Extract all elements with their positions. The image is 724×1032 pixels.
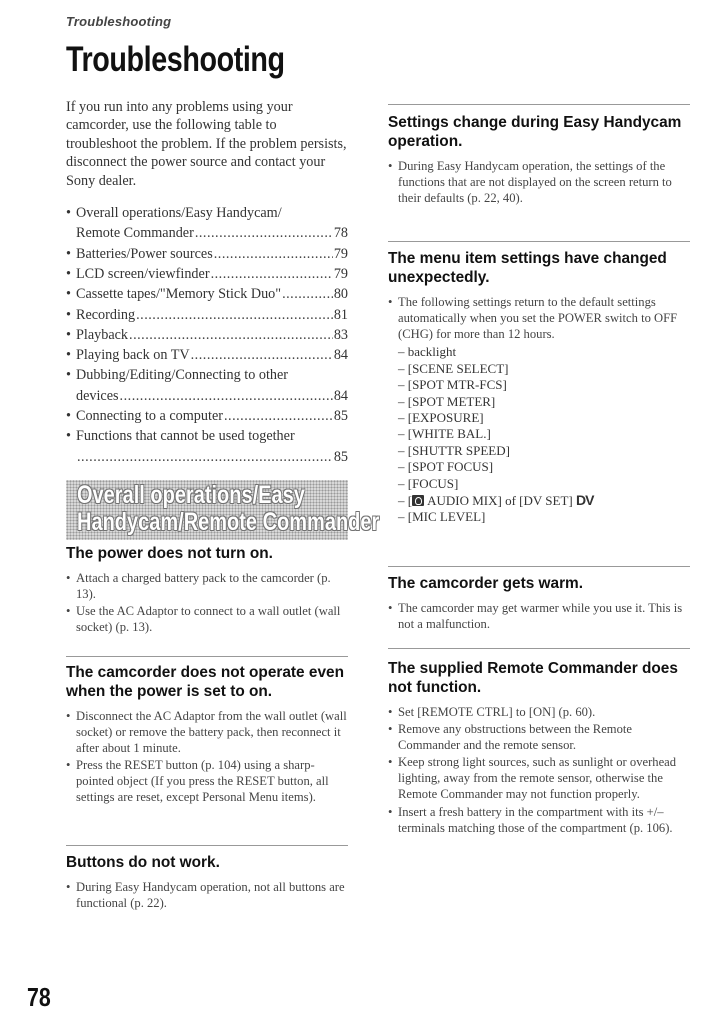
running-head: Troubleshooting (66, 14, 172, 29)
toc-item[interactable]: • Dubbing/Editing/Connecting to other devices ..... 84 (66, 365, 348, 406)
toc-item[interactable]: • Playing back on TV ..... 84 (66, 345, 348, 365)
toc-item[interactable]: • Recording ..... 81 (66, 305, 348, 325)
sub-item: – [SPOT METER] (388, 394, 690, 410)
reset-settings-list (388, 344, 690, 525)
section-remote (388, 648, 690, 836)
bullet-item: • Insert a fresh battery in the compartment with its +/– terminals matching those of the compartment (p. 106). (388, 804, 690, 836)
bullet-item: • Keep strong light sources, such as sunlight or overhead lighting, away from the remote sensor, otherwise the Remote Commander may not function properly. (388, 754, 690, 802)
bullet-item: • Press the RESET button (p. 104) using a sharp-pointed object (If you press the RESET button, all settings are reset, except Personal Menu items). (66, 757, 348, 805)
sub-item: – [SCENE SELECT] (388, 361, 690, 377)
toc-item[interactable]: • Playback ..... 83 (66, 325, 348, 345)
page-title: Troubleshooting (66, 40, 285, 79)
bullet-item: • Attach a charged battery pack to the camcorder (p. 13). (66, 570, 348, 602)
section-heading: The camcorder gets warm. (388, 575, 584, 592)
bullet-item: • Use the AC Adaptor to connect to a wall outlet (wall socket) (p. 13). (66, 603, 348, 635)
toc-item[interactable]: • Cassette tapes/"Memory Stick Duo" ..... 80 (66, 284, 348, 304)
bullet-item: • The following settings return to the default settings automatically when you set the POWER switch to OFF (CHG) for more than 12 hours. (388, 294, 690, 342)
intro-paragraph: If you run into any problems using your camcorder, use the following table to troubleshoot the problem. If the problem persists, disconnect the power source and contact your Sony dealer. (66, 99, 347, 189)
bullet-item: • Set [REMOTE CTRL] to [ON] (p. 60). (388, 704, 690, 720)
page-number: 78 (27, 982, 51, 1012)
section-heading: Settings change during Easy Handycam operation. (388, 114, 682, 150)
section-power (66, 544, 348, 635)
section-heading: Buttons do not work. (66, 854, 220, 871)
section-no-operate (66, 656, 348, 806)
toc-item[interactable]: • Connecting to a computer ..... 85 (66, 406, 348, 426)
sub-item: – [SPOT MTR-FCS] (388, 377, 690, 393)
sub-item: – [SPOT FOCUS] (388, 459, 690, 475)
dv-badge: DV (575, 491, 594, 508)
section-heading: The camcorder does not operate even when the power is set to on. (66, 664, 344, 700)
sub-item: – [SHUTTR SPEED] (388, 443, 690, 459)
section-heading: The menu item settings have changed unexpectedly. (388, 250, 667, 286)
sub-item: – backlight (388, 344, 690, 360)
toc-item[interactable]: • Functions that cannot be used together ..... 85 (66, 426, 348, 467)
left-column (66, 98, 380, 540)
bullet-item: • Disconnect the AC Adaptor from the wall outlet (wall socket) or remove the battery pack, then reconnect it after about 1 minute. (66, 708, 348, 756)
toc-item[interactable]: • Batteries/Power sources ..... 79 (66, 244, 348, 264)
sub-item: – [EXPOSURE] (388, 410, 690, 426)
audio-mix-icon (412, 495, 424, 506)
section-buttons (66, 845, 348, 911)
sub-item: – [WHITE BAL.] (388, 426, 690, 442)
section-menu-settings (388, 241, 690, 526)
banner-line: Overall operations/Easy (77, 480, 305, 509)
sub-item-audio-mix: – [ AUDIO MIX] of [DV SET] DV (388, 492, 690, 509)
bullet-item: • During Easy Handycam operation, the settings of the functions that are not displayed on the screen return to their defaults (p. 22, 40). (388, 158, 690, 206)
bullet-item: • Remove any obstructions between the Remote Commander and the remote sensor. (388, 721, 690, 753)
toc-item[interactable]: • LCD screen/viewfinder ..... 79 (66, 264, 348, 284)
toc-item[interactable]: • Overall operations/Easy Handycam/ Remote Commander ..... 78 (66, 203, 348, 244)
bullet-item: • The camcorder may get warmer while you use it. This is not a malfunction. (388, 600, 690, 632)
sub-item: – [MIC LEVEL] (388, 509, 690, 525)
bullet-item: • During Easy Handycam operation, not all buttons are functional (p. 22). (66, 879, 348, 911)
section-banner (66, 480, 380, 540)
section-easy-handycam (388, 104, 690, 206)
banner-line: Handycam/Remote Commander (77, 507, 380, 536)
section-heading: The power does not turn on. (66, 545, 273, 562)
toc-list (66, 203, 348, 467)
section-warm (388, 566, 690, 632)
sub-item: – [FOCUS] (388, 476, 690, 492)
section-heading: The supplied Remote Commander does not function. (388, 660, 678, 696)
